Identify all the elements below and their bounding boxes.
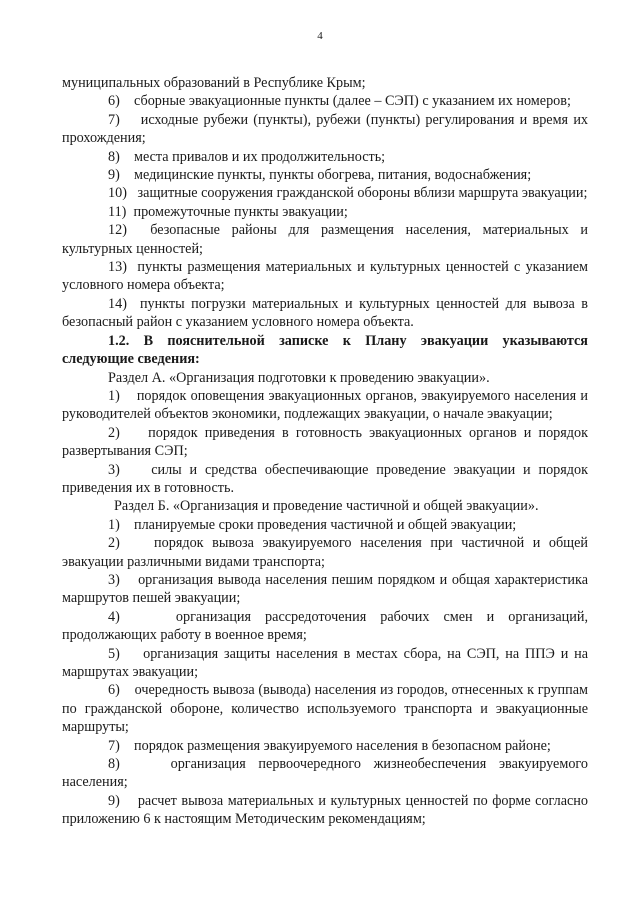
paragraph: 1.2. В пояснительной записке к Плану эвакуации указываются следующие сведения:: [62, 332, 588, 368]
paragraph: 10) защитные сооружения гражданской обороны вблизи маршрута эвакуации;: [108, 185, 588, 202]
paragraph: Раздел А. «Организация подготовки к проведению эвакуации».: [108, 369, 490, 386]
paragraph: 9) медицинские пункты, пункты обогрева, питания, водоснабжения;: [108, 167, 532, 184]
paragraph: 13) пункты размещения материальных и культурных ценностей с указанием условного номера объекта;: [62, 259, 588, 294]
paragraph: 6) очередность вывоза (вывода) населения из городов, отнесенных к группам по гражданской обороне, количество используемого транспорта и эвакуационные маршруты;: [62, 682, 588, 736]
paragraph: 1) порядок оповещения эвакуационных органов, эвакуируемого населения и руководителей объектов экономики, подлежащих эвакуации, о начале эвакуации;: [62, 387, 588, 423]
paragraph: муниципальных образований в Республике Крым;: [62, 75, 366, 91]
paragraph: 4) организация рассредоточения рабочих смен и организаций, продолжающих работу в военное время;: [62, 608, 588, 644]
paragraph: 3) силы и средства обеспечивающие проведение эвакуации и порядок приведения их в готовность.: [62, 461, 588, 496]
paragraph: 7) исходные рубежи (пункты), рубежи (пункты) регулирования и время их прохождения;: [62, 111, 588, 147]
paragraph: 2) порядок вывоза эвакуируемого населения при частичной и общей эвакуации различными видами транспорта;: [62, 535, 588, 570]
paragraph: 7) порядок размещения эвакуируемого населения в безопасном районе;: [108, 737, 551, 754]
paragraph: 14) пункты погрузки материальных и культурных ценностей для вывоза в безопасный район с указанием условного номера объекта.: [62, 295, 588, 331]
paragraph: 9) расчет вывоза материальных и культурных ценностей по форме согласно приложению 6 к настоящим Методическим рекомендациям;: [62, 792, 588, 828]
paragraph: 8) места привалов и их продолжительность;: [108, 148, 386, 165]
paragraph: 8) организация первоочередного жизнеобеспечения эвакуируемого населения;: [62, 756, 588, 791]
page-number: 4: [317, 30, 323, 42]
paragraph: 2) порядок приведения в готовность эвакуационных органов и порядок развертывания СЭП;: [62, 424, 588, 460]
paragraph: 1) планируемые сроки проведения частичной и общей эвакуации;: [108, 516, 517, 533]
paragraph: 3) организация вывода населения пешим порядком и общая характеристика маршрутов пешей эвакуации;: [62, 571, 588, 607]
paragraph: 12) безопасные районы для размещения населения, материальных и культурных ценностей;: [62, 222, 588, 257]
paragraph: 11) промежуточные пункты эвакуации;: [108, 203, 348, 220]
document-body: [62, 74, 588, 829]
paragraph: 6) сборные эвакуационные пункты (далее – СЭП) с указанием их номеров;: [108, 93, 571, 110]
paragraph: 5) организация защиты населения в местах сбора, на СЭП, на ППЭ и на маршрутах эвакуации;: [62, 645, 588, 680]
paragraph: Раздел Б. «Организация и проведение частичной и общей эвакуации».: [114, 498, 539, 515]
